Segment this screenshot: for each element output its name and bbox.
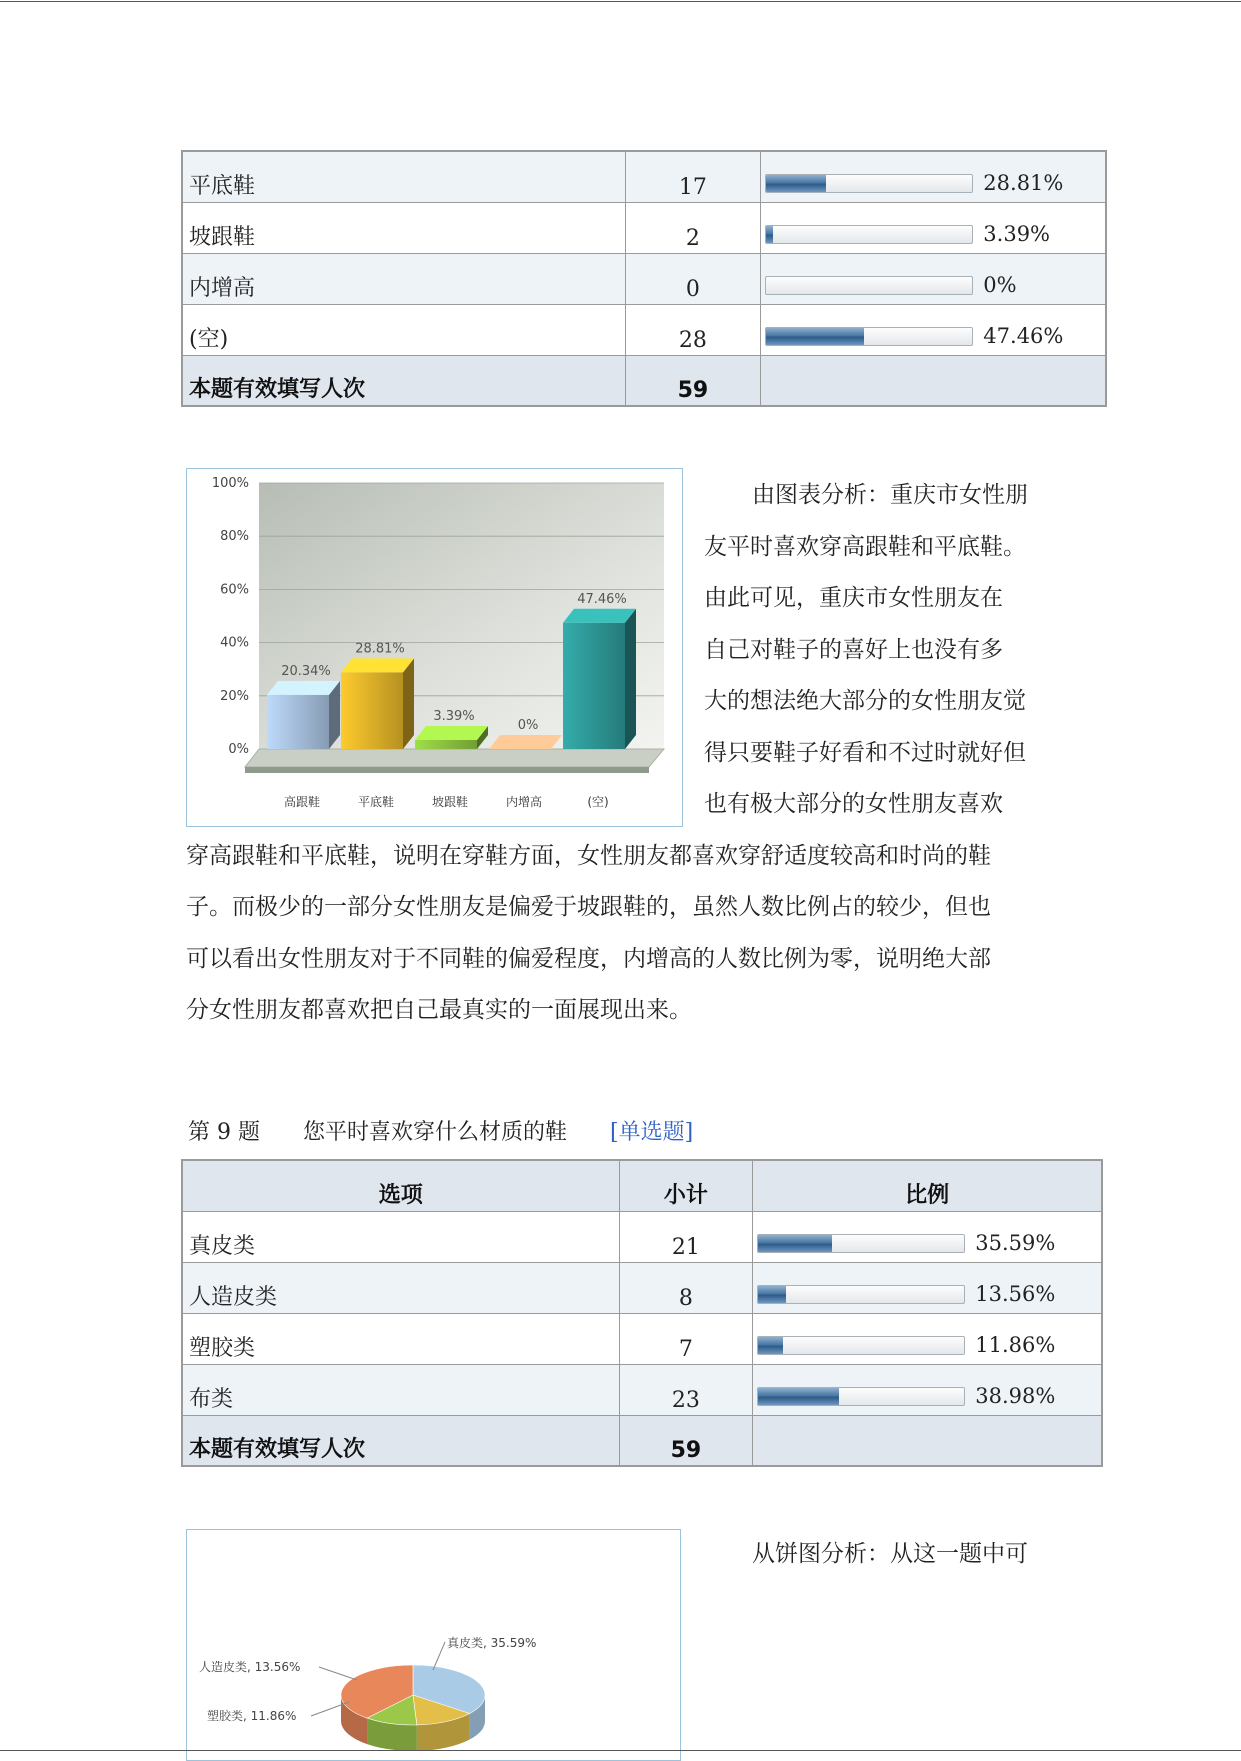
y-tick-label: 100%: [212, 476, 249, 491]
percent-bar-fill: [758, 1286, 786, 1303]
percent-label: 38.98%: [975, 1384, 1055, 1408]
table-row: [182, 1313, 1102, 1364]
total-count: 59: [619, 1415, 753, 1466]
data-label: 28.81%: [355, 641, 405, 656]
data-label: 20.34%: [281, 664, 331, 679]
percent-bar: [757, 1234, 965, 1253]
percent-bar-fill: [758, 1235, 831, 1252]
data-label: 3.39%: [433, 709, 474, 724]
ratio-cell: [761, 202, 1106, 253]
table-total-row: [182, 355, 1106, 406]
option-count: 0: [625, 253, 761, 304]
category-label: 坡跟鞋: [432, 794, 468, 809]
analysis-line: 得只要鞋子好看和不过时就好但: [186, 728, 1066, 780]
question-number: 第 9 题: [188, 1120, 260, 1145]
percent-label: 13.56%: [975, 1282, 1055, 1306]
table-row: [182, 1364, 1102, 1415]
percent-bar-fill: [758, 1337, 782, 1354]
analysis-line: 分女性朋友都喜欢把自己最真实的一面展现出来。: [186, 985, 1066, 1037]
table-total-row: [182, 1415, 1102, 1466]
analysis-line: 自己对鞋子的喜好上也没有多: [186, 625, 1066, 677]
ratio-cell: [753, 1211, 1102, 1262]
total-empty-cell: [753, 1415, 1102, 1466]
percent-bar: [757, 1285, 965, 1304]
option-count: 21: [619, 1211, 753, 1262]
pie-slice-label: 真皮类, 35.59%: [447, 1635, 536, 1650]
option-label: (空): [182, 304, 625, 355]
column-header-option: 选项: [182, 1160, 619, 1211]
pie-slice-label: 人造皮类, 13.56%: [199, 1659, 300, 1674]
percent-label: 47.46%: [983, 324, 1063, 348]
question-type-tag: [单选题]: [610, 1120, 693, 1145]
y-tick-label: 60%: [220, 582, 249, 597]
option-label: 平底鞋: [182, 151, 625, 202]
ratio-cell: [753, 1364, 1102, 1415]
option-label: 人造皮类: [182, 1262, 619, 1313]
y-tick-label: 0%: [228, 742, 249, 757]
y-tick-label: 80%: [220, 529, 249, 544]
analysis-line: 友平时喜欢穿高跟鞋和平底鞋。: [186, 522, 1066, 574]
percent-bar: [757, 1336, 965, 1355]
analysis-line: 大的想法绝大部分的女性朋友觉: [186, 676, 1066, 728]
column-header-ratio: 比例: [753, 1160, 1102, 1211]
page-bottom-rule: [0, 1750, 1241, 1751]
analysis-line: 子。而极少的一部分女性朋友是偏爱于坡跟鞋的，虽然人数比例占的较少，但也: [186, 882, 1066, 934]
analysis-line: 也有极大部分的女性朋友喜欢: [186, 779, 1066, 831]
question-text: 您平时喜欢穿什么材质的鞋: [303, 1120, 567, 1145]
question-title: [188, 1115, 693, 1146]
option-count: 28: [625, 304, 761, 355]
table-row: [182, 151, 1106, 202]
table-header-row: [182, 1160, 1102, 1211]
category-label: 平底鞋: [358, 794, 394, 809]
question8-results-table: [181, 150, 1107, 407]
chart-analysis-paragraph: [186, 470, 1066, 1037]
analysis-line: 可以看出女性朋友对于不同鞋的偏爱程度，内增高的人数比例为零，说明绝大部: [186, 934, 1066, 986]
percent-label: 35.59%: [975, 1231, 1055, 1255]
percent-bar: [757, 1387, 965, 1406]
analysis-line: 穿高跟鞋和平底鞋，说明在穿鞋方面，女性朋友都喜欢穿舒适度较高和时尚的鞋: [186, 831, 1066, 883]
percent-bar-fill: [766, 328, 864, 345]
percent-bar-fill: [766, 226, 773, 243]
page-top-rule: [0, 1, 1241, 2]
analysis-line: 从饼图分析：从这一题中可: [186, 1529, 1066, 1581]
total-label: 本题有效填写人次: [182, 1415, 619, 1466]
pie-leader-line: [319, 1667, 357, 1680]
table-row: [182, 1262, 1102, 1313]
table-row: [182, 1211, 1102, 1262]
y-tick-label: 20%: [220, 689, 249, 704]
category-label: 高跟鞋: [284, 794, 320, 809]
category-label: (空): [587, 794, 608, 809]
percent-label: 0%: [983, 273, 1016, 297]
option-count: 23: [619, 1364, 753, 1415]
option-label: 塑胶类: [182, 1313, 619, 1364]
percent-bar: [765, 327, 973, 346]
ratio-cell: [761, 151, 1106, 202]
table-row: [182, 202, 1106, 253]
total-empty-cell: [761, 355, 1106, 406]
pie-analysis-paragraph: [186, 1529, 1066, 1581]
category-label: 内增高: [506, 794, 542, 809]
ratio-cell: [753, 1262, 1102, 1313]
ratio-cell: [761, 304, 1106, 355]
percent-bar: [765, 225, 973, 244]
option-count: 2: [625, 202, 761, 253]
percent-label: 11.86%: [975, 1333, 1055, 1357]
column-header-count: 小计: [619, 1160, 753, 1211]
option-count: 7: [619, 1313, 753, 1364]
ratio-cell: [753, 1313, 1102, 1364]
table-row: [182, 304, 1106, 355]
ratio-cell: [761, 253, 1106, 304]
pie-slice-label: 塑胶类, 11.86%: [207, 1708, 296, 1723]
analysis-line: 由此可见，重庆市女性朋友在: [186, 573, 1066, 625]
data-label: 47.46%: [577, 592, 627, 607]
total-count: 59: [625, 355, 761, 406]
option-count: 17: [625, 151, 761, 202]
percent-bar-fill: [758, 1388, 838, 1405]
option-label: 布类: [182, 1364, 619, 1415]
table-row: [182, 253, 1106, 304]
option-label: 内增高: [182, 253, 625, 304]
y-tick-label: 40%: [220, 636, 249, 651]
percent-label: 3.39%: [983, 222, 1050, 246]
analysis-line: 由图表分析：重庆市女性朋: [186, 470, 1066, 522]
percent-bar: [765, 276, 973, 295]
option-label: 真皮类: [182, 1211, 619, 1262]
data-label: 0%: [518, 718, 539, 733]
total-label: 本题有效填写人次: [182, 355, 625, 406]
option-count: 8: [619, 1262, 753, 1313]
percent-label: 28.81%: [983, 171, 1063, 195]
question9-results-table: [181, 1159, 1103, 1467]
percent-bar: [765, 174, 973, 193]
option-label: 坡跟鞋: [182, 202, 625, 253]
percent-bar-fill: [766, 175, 825, 192]
pie-leader-line: [433, 1642, 445, 1670]
